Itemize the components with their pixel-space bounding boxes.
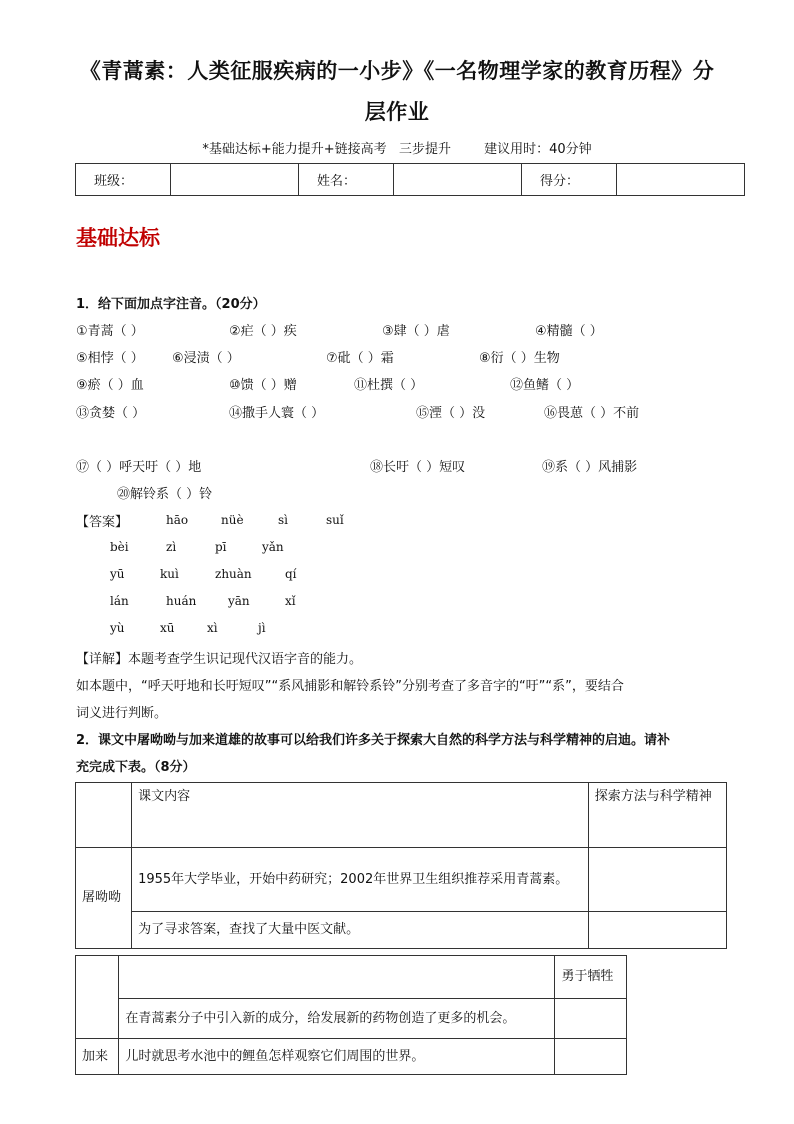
name-label: 姓名： [298, 164, 393, 196]
table-person-kaku: 加来 [76, 1039, 119, 1075]
answer-pinyin: huán [166, 594, 197, 608]
score-label: 得分： [521, 164, 616, 196]
q1-item: ⑧衍（ ）生物 [479, 351, 560, 366]
table-answer-cell[interactable] [588, 848, 726, 912]
answer-pinyin: sì [278, 513, 288, 527]
q1-item: ①青蒿（ ） [76, 324, 144, 339]
answer-pinyin: yū [110, 567, 125, 581]
q2-table-1 [75, 782, 727, 949]
q1-item: ⑮湮（ ）没 [416, 406, 486, 421]
answer-pinyin: zhuàn [215, 567, 252, 581]
q1-item: ⑩馈（ ）赠 [229, 378, 297, 393]
q1-item: ③肆（ ）虐 [382, 324, 450, 339]
q1-item: ⑦砒（ ）霜 [326, 351, 394, 366]
answer-pinyin: yān [228, 594, 250, 608]
q1-item: ②疟（ ）疾 [229, 324, 297, 339]
answer-pinyin: bèi [110, 540, 129, 554]
table-content-cell: 1955年大学毕业，开始中药研究；2002年世界卫生组织推荐采用青蒿素。 [132, 848, 589, 912]
answer-pinyin: kuì [160, 567, 179, 581]
table-content-cell[interactable] [119, 956, 555, 999]
answer-pinyin: xì [207, 621, 218, 635]
answer-pinyin: qí [285, 567, 297, 581]
q1-item: ⑨瘀（ ）血 [76, 378, 144, 393]
class-label: 班级： [76, 164, 171, 196]
q2-table-2 [75, 955, 627, 1075]
detail-line: 词义进行判断。 [76, 706, 168, 721]
answer-pinyin: jì [258, 621, 266, 635]
detail-line: 【详解】本题考查学生识记现代汉语字音的能力。 [76, 652, 363, 667]
answer-pinyin: xǐ [285, 594, 296, 608]
q2-prompt-line2: 充完成下表。（8分） [76, 760, 196, 775]
table-answer-cell[interactable] [555, 999, 627, 1039]
table-header-content: 课文内容 [132, 783, 589, 848]
answer-pinyin: xū [160, 621, 175, 635]
answer-label: 【答案】 [76, 515, 129, 530]
answer-pinyin: suǐ [326, 513, 344, 527]
table-cell-empty [76, 956, 119, 1039]
info-table [75, 163, 745, 196]
q1-item: ⑤相悖（ ） [76, 351, 144, 366]
table-content-cell: 为了寻求答案，查找了大量中医文献。 [132, 912, 589, 949]
q1-item: ⑫鱼鳍（ ） [510, 378, 580, 393]
subtitle: *基础达标+能力提升+链接高考 三步提升 建议用时：40分钟 [202, 142, 592, 157]
answer-pinyin: lán [110, 594, 129, 608]
detail-line: 如本题中，“呼天吁地和长吁短叹”“系风捕影和解铃系铃”分别考查了多音字的“吁”“系”，要结合 [76, 679, 624, 694]
table-header-method: 探索方法与科学精神 [588, 783, 726, 848]
q1-item: ⑯畏葸（ ）不前 [544, 406, 640, 421]
q1-item: ⑬贪婪（ ） [76, 406, 146, 421]
table-content-cell: 在青蒿素分子中引入新的成分，给发展新的药物创造了更多的机会。 [119, 999, 555, 1039]
answer-pinyin: pī [215, 540, 227, 554]
score-field[interactable] [617, 164, 745, 196]
q1-item: ⑳解铃系（ ）铃 [117, 487, 213, 502]
table-cell-empty [76, 783, 132, 848]
answer-pinyin: yǎn [262, 540, 284, 554]
q1-item: ⑰（ ）呼天吁（ ）地 [76, 460, 202, 475]
q1-item: ⑭撒手人寰（ ） [229, 406, 325, 421]
q1-item: ⑪杜撰（ ） [354, 378, 424, 393]
page-title-line1: 《青蒿素：人类征服疾病的一小步》《一名物理学家的教育历程》分 [79, 59, 715, 83]
table-answer-cell[interactable] [588, 912, 726, 949]
table-answer-cell[interactable] [555, 1039, 627, 1075]
class-field[interactable] [171, 164, 299, 196]
q2-prompt-line1: 2．课文中屠呦呦与加来道雄的故事可以给我们许多关于探索大自然的科学方法与科学精神的启迪。请补 [76, 733, 671, 748]
table-content-cell: 儿时就思考水池中的鲤鱼怎样观察它们周围的世界。 [119, 1039, 555, 1075]
q1-item: ④精髓（ ） [535, 324, 603, 339]
table-method-cell: 勇于牺牲 [555, 956, 627, 999]
page-title-line2: 层作业 [364, 100, 430, 124]
answer-pinyin: hāo [166, 513, 189, 527]
q1-item: ⑥浸渍（ ） [172, 351, 240, 366]
q1-prompt: 1．给下面加点字注音。（20分） [76, 297, 266, 312]
q1-item: ⑱长吁（ ）短叹 [370, 460, 466, 475]
q1-item: ⑲系（ ）风捕影 [542, 460, 638, 475]
answer-pinyin: zì [166, 540, 177, 554]
answer-pinyin: yù [110, 621, 125, 635]
table-person-tu: 屠呦呦 [76, 848, 132, 949]
name-field[interactable] [394, 164, 522, 196]
answer-pinyin: nüè [221, 513, 244, 527]
section-title: 基础达标 [76, 225, 160, 250]
